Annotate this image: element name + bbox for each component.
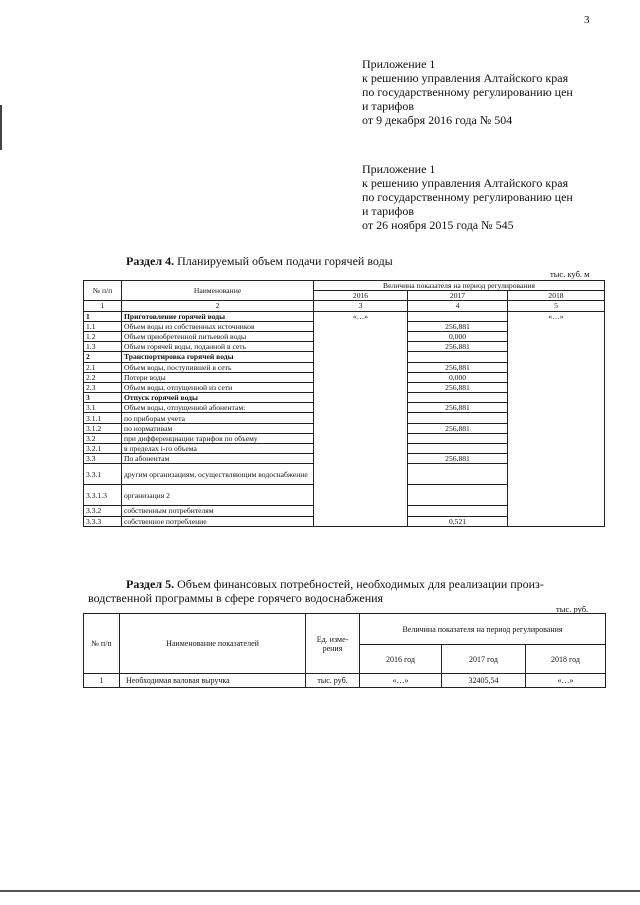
row-value-2017: 0,000 — [408, 372, 508, 382]
table-row — [84, 311, 605, 321]
row-value-2017 — [408, 444, 508, 454]
header-row — [84, 281, 605, 291]
value-2018-placeholder: «…» — [508, 311, 605, 526]
row-value-2018: «…» — [526, 674, 606, 688]
row-value-2017: 32405,54 — [442, 674, 526, 688]
appendix-line: по государственному регулированию цен — [362, 190, 573, 204]
appendix-line: от 9 декабря 2016 года № 504 — [362, 113, 513, 127]
section4-title-text: Планируемый объем подачи горячей воды — [174, 254, 393, 268]
colnum: 3 — [314, 301, 408, 311]
appendix-block-current — [362, 57, 573, 127]
appendix-block-original — [362, 162, 573, 232]
bottom-rule — [0, 890, 640, 892]
row-num: 2.1 — [84, 362, 122, 372]
row-name: организация 2 — [122, 485, 314, 506]
header-name: Наименование — [122, 281, 314, 301]
row-unit: тыс. руб. — [306, 674, 360, 688]
row-num: 3.3.1.3 — [84, 485, 122, 506]
row-name: другим организациям, осуществляющим водоснабжение — [122, 464, 314, 485]
header-unit: Ед. изме-рения — [306, 614, 360, 674]
row-value-2017: 0,521 — [408, 516, 508, 526]
header-year-2017: 2017 — [408, 291, 508, 301]
row-num: 3.1.1 — [84, 413, 122, 423]
section5-title-text: Объем финансовых потребностей, необходимых для реализации произ- — [174, 577, 544, 591]
appendix-line: и тарифов — [362, 204, 415, 218]
row-name: собственное потребление — [122, 516, 314, 526]
section4-label: Раздел 4. — [126, 254, 175, 268]
header-year-2016: 2016 — [314, 291, 408, 301]
row-value-2017 — [408, 352, 508, 362]
row-name: собственным потребителям — [122, 506, 314, 516]
row-num: 3.3.1 — [84, 464, 122, 485]
value-2016-placeholder: «…» — [314, 311, 408, 526]
appendix-line: к решению управления Алтайского края — [362, 176, 569, 190]
row-value-2017: 256,881 — [408, 454, 508, 464]
row-num: 3.3.3 — [84, 516, 122, 526]
appendix-line: к решению управления Алтайского края — [362, 71, 569, 85]
row-num: 2.3 — [84, 382, 122, 392]
table-row — [84, 674, 606, 688]
financial-needs-table — [83, 613, 606, 688]
row-num: 3.2 — [84, 433, 122, 443]
row-value-2017 — [408, 485, 508, 506]
row-value-2017: 256,881 — [408, 382, 508, 392]
row-value-2017: 256,881 — [408, 362, 508, 372]
appendix-line: Приложение 1 — [362, 162, 436, 176]
row-num: 3.3 — [84, 454, 122, 464]
section4-units: тыс. куб. м — [550, 269, 590, 279]
row-num: 3.3.2 — [84, 506, 122, 516]
row-num: 2.2 — [84, 372, 122, 382]
row-num: 1 — [84, 674, 120, 688]
header-row — [84, 614, 606, 645]
row-name: Транспортировка горячей воды — [122, 352, 314, 362]
row-name: Объем воды, отпущенной из сети — [122, 382, 314, 392]
header-period: Величина показателя на период регулирования — [360, 614, 606, 645]
header-year-2018: 2018 год — [526, 645, 606, 674]
header-period: Величина показателя на период регулирования — [314, 281, 605, 291]
row-name: Необходимая валовая выручка — [120, 674, 306, 688]
section5-units: тыс. руб. — [556, 604, 589, 614]
section5-label: Раздел 5. — [126, 577, 175, 591]
row-num: 1.2 — [84, 331, 122, 341]
header-year-2017: 2017 год — [442, 645, 526, 674]
row-name: по приборам учета — [122, 413, 314, 423]
left-edge-line — [0, 105, 2, 150]
row-value-2017 — [408, 464, 508, 485]
header-year-2018: 2018 — [508, 291, 605, 301]
row-value-2017: 256,881 — [408, 403, 508, 413]
row-value-2017 — [408, 393, 508, 403]
row-value-2017 — [408, 506, 508, 516]
column-number-row — [84, 301, 605, 311]
row-num: 3.1 — [84, 403, 122, 413]
row-num: 1.3 — [84, 342, 122, 352]
row-value-2017 — [408, 433, 508, 443]
appendix-line: по государственному регулированию цен — [362, 85, 573, 99]
header-name: Наименование показателей — [120, 614, 306, 674]
appendix-line: от 26 ноября 2015 года № 545 — [362, 218, 514, 232]
row-num: 2 — [84, 352, 122, 362]
colnum: 1 — [84, 301, 122, 311]
row-num: 3.1.2 — [84, 423, 122, 433]
row-value-2017 — [408, 311, 508, 321]
row-name: Объем горячей воды, поданной в сеть — [122, 342, 314, 352]
row-name: Отпуск горячей воды — [122, 393, 314, 403]
row-value-2017: 256,881 — [408, 321, 508, 331]
section5-title — [88, 577, 596, 605]
page-number: 3 — [584, 14, 590, 26]
row-num: 1 — [84, 311, 122, 321]
row-value-2016: «…» — [360, 674, 442, 688]
row-value-2017 — [408, 413, 508, 423]
row-num: 3.2.1 — [84, 444, 122, 454]
row-num: 3 — [84, 393, 122, 403]
header-year-2016: 2016 год — [360, 645, 442, 674]
section5-title-text-line2: водственной программы в сфере горячего водоснабжения — [88, 591, 384, 605]
row-name: По абонентам — [122, 454, 314, 464]
colnum: 5 — [508, 301, 605, 311]
row-name: Объем приобретенной питьевой воды — [122, 331, 314, 341]
appendix-line: Приложение 1 — [362, 57, 436, 71]
row-value-2017: 256,881 — [408, 342, 508, 352]
row-name: Потери воды — [122, 372, 314, 382]
row-name: Объем воды из собственных источников — [122, 321, 314, 331]
row-name: по нормативам — [122, 423, 314, 433]
row-num: 1.1 — [84, 321, 122, 331]
row-name: Объем воды, отпущенной абонентам: — [122, 403, 314, 413]
appendix-line: и тарифов — [362, 99, 415, 113]
hot-water-volume-table — [83, 280, 605, 527]
header-num: № п/п — [84, 281, 122, 301]
row-name: Приготовление горячей воды — [122, 311, 314, 321]
row-name: в пределах i-го объема — [122, 444, 314, 454]
header-num: № п/п — [84, 614, 120, 674]
row-name: Объем воды, поступившей в сеть — [122, 362, 314, 372]
row-value-2017: 256,881 — [408, 423, 508, 433]
colnum: 4 — [408, 301, 508, 311]
colnum: 2 — [122, 301, 314, 311]
row-value-2017: 0,000 — [408, 331, 508, 341]
row-name: при дифференциации тарифов по объему — [122, 433, 314, 443]
section4-title — [126, 254, 393, 268]
